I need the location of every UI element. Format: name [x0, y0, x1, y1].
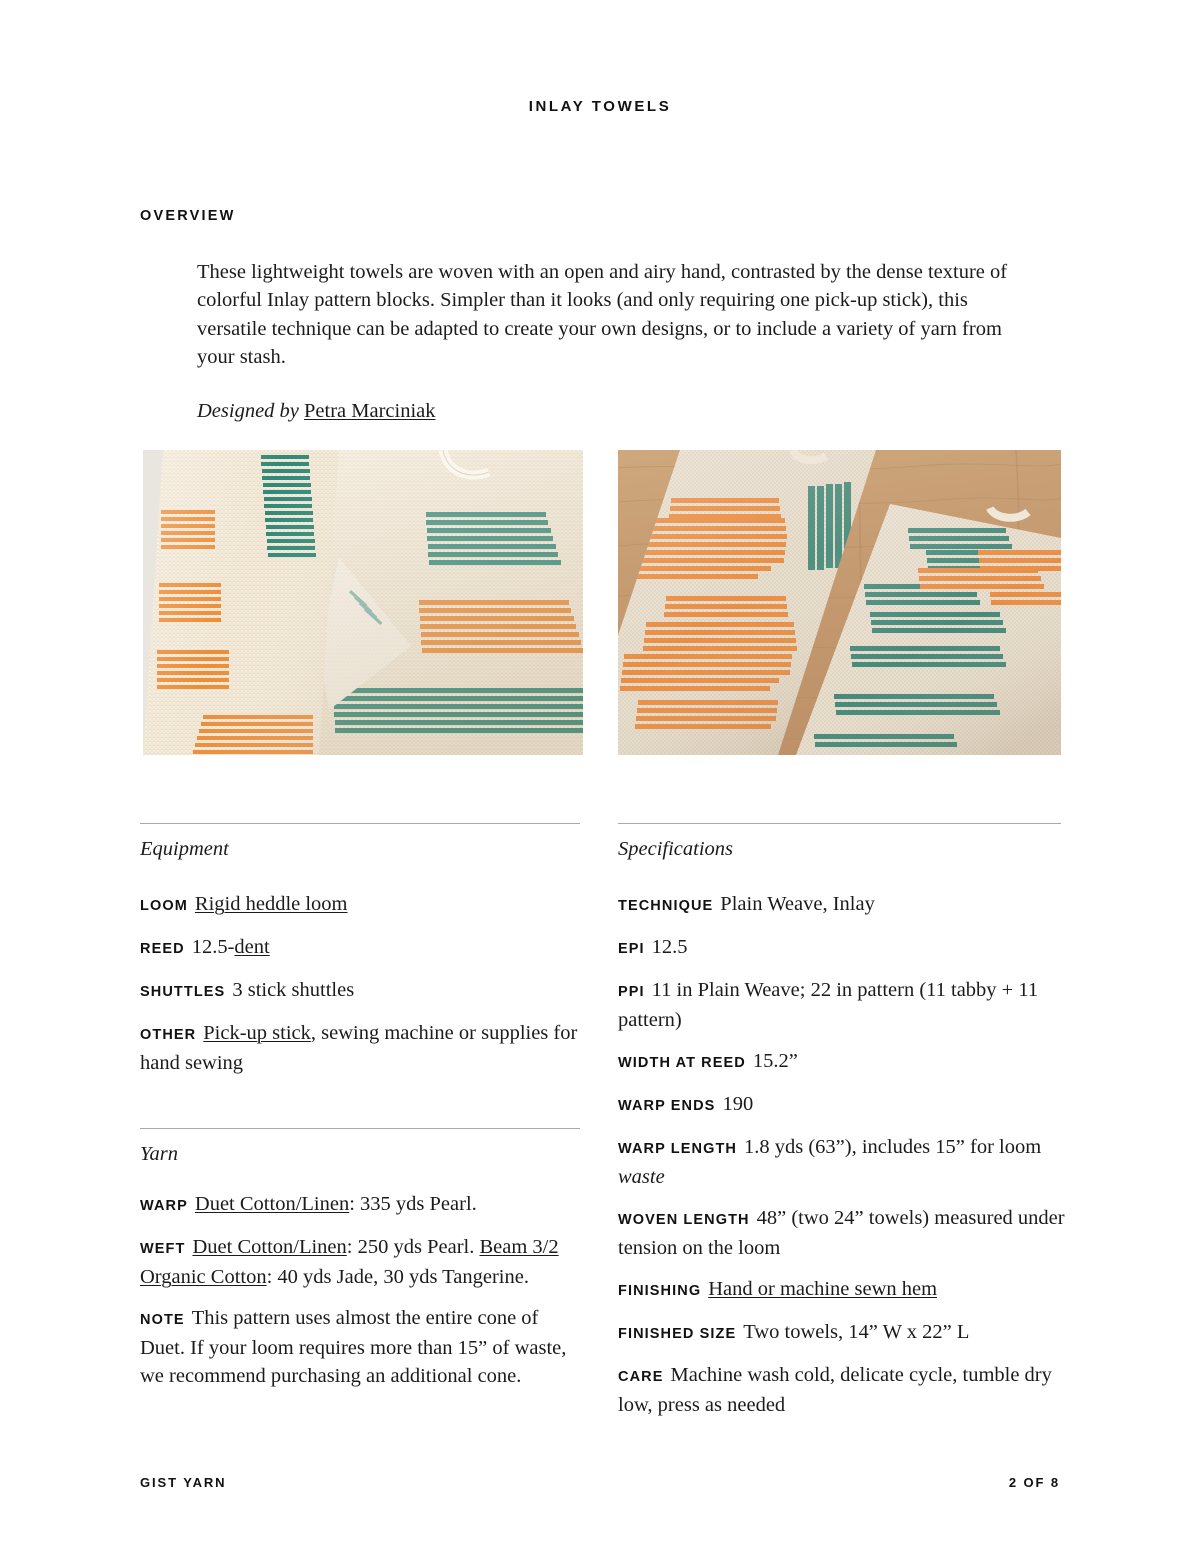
equipment-list	[140, 890, 580, 1077]
list-item	[618, 933, 1066, 963]
spec-key: FINISHING	[618, 1283, 702, 1299]
list-item	[618, 890, 1066, 920]
spec-value-link[interactable]: Duet Cotton/Linen	[192, 1236, 347, 1258]
spec-value-link-secondary[interactable]: Beam 3/2 Organic Cotton	[140, 1236, 559, 1288]
column-title-equipment: Equipment	[140, 838, 229, 860]
specifications-list	[618, 890, 1066, 1419]
list-item	[618, 1361, 1066, 1419]
spec-key: NOTE	[140, 1312, 185, 1328]
page-title: INLAY TOWELS	[528, 98, 672, 115]
footer-brand: GIST YARN	[140, 1475, 227, 1490]
spec-key: WOVEN LENGTH	[618, 1212, 750, 1228]
list-item	[618, 1133, 1066, 1191]
towel-left-back	[313, 450, 583, 755]
spec-key: LOOM	[140, 898, 188, 914]
spec-value: 15.2”	[752, 1050, 798, 1072]
spec-key: WEFT	[140, 1241, 186, 1257]
designer-credit	[197, 398, 1009, 424]
spec-value: Duet Cotton/Linen: 250 yds Pearl. Beam 3/2 Organic Cotton: 40 yds Jade, 30 yds Tangerine.	[140, 1236, 559, 1288]
column-title-specifications: Specifications	[618, 838, 734, 860]
list-item	[140, 933, 580, 963]
spec-key: WARP	[140, 1198, 188, 1214]
spec-value: Plain Weave, Inlay	[720, 893, 875, 915]
spec-key: SHUTTLES	[140, 984, 226, 1000]
spec-value: 11 in Plain Weave; 22 in pattern (11 tabby + 11 pattern)	[618, 979, 1039, 1031]
column-title-yarn: Yarn	[140, 1143, 178, 1165]
spec-value: 3 stick shuttles	[232, 979, 355, 1001]
photo-towels-hanging	[143, 450, 583, 755]
list-item	[618, 1047, 1066, 1077]
list-item	[618, 1318, 1066, 1348]
photo-left-svg	[143, 450, 583, 755]
spec-key: OTHER	[140, 1027, 197, 1043]
spec-value: 12.5-dent	[191, 936, 270, 958]
divider-yarn	[140, 1128, 580, 1129]
list-item	[140, 1304, 580, 1390]
list-item	[140, 1233, 580, 1291]
yarn-list	[140, 1190, 580, 1390]
spec-value: This pattern uses almost the entire cone of Duet. If your loom requires more than 15” of waste, we recommend purchasing an additional cone.	[140, 1307, 567, 1387]
list-item	[618, 1090, 1066, 1120]
section-heading-overview: OVERVIEW	[140, 208, 236, 224]
list-item	[618, 1275, 1066, 1305]
spec-value: 190	[722, 1093, 754, 1115]
spec-key: WIDTH AT REED	[618, 1055, 746, 1071]
list-item	[140, 1190, 580, 1220]
spec-value: Pick-up stick, sewing machine or supplies for hand sewing	[140, 1022, 578, 1074]
spec-value-link[interactable]: dent	[234, 936, 270, 958]
spec-key: WARP LENGTH	[618, 1141, 737, 1157]
list-item	[618, 1204, 1066, 1262]
list-item	[140, 976, 580, 1006]
spec-value: 1.8 yds (63”), includes 15” for loom	[743, 1136, 1042, 1158]
spec-value: 12.5	[651, 936, 688, 958]
photo-towels-flat	[618, 450, 1061, 755]
spec-value: Duet Cotton/Linen: 335 yds Pearl.	[194, 1193, 477, 1215]
spec-key: FINISHED SIZE	[618, 1326, 737, 1342]
list-item	[140, 1019, 580, 1077]
designer-link[interactable]: Petra Marciniak	[304, 400, 436, 423]
spec-value: Machine wash cold, delicate cycle, tumble dry low, press as needed	[618, 1364, 1052, 1416]
spec-key: REED	[140, 941, 185, 957]
footer-page-number: 2 OF 8	[1008, 1475, 1060, 1490]
spec-key: EPI	[618, 941, 645, 957]
spec-key: WARP ENDS	[618, 1098, 716, 1114]
spec-value: Two towels, 14” W x 22” L	[743, 1321, 970, 1343]
list-item	[140, 890, 580, 920]
spec-value-italic: waste	[618, 1166, 665, 1188]
divider-equipment	[140, 823, 580, 824]
spec-key: CARE	[618, 1369, 664, 1385]
spec-value-link[interactable]: Hand or machine sewn hem	[708, 1278, 938, 1300]
list-item	[618, 976, 1066, 1034]
spec-value: 48” (two 24” towels) measured under tension on the loom	[618, 1207, 1065, 1259]
overview-paragraph: These lightweight towels are woven with an open and airy hand, contrasted by the dense texture of colorful Inlay pattern blocks. Simpler than it looks (and only requiring one pick-up stick), this versatile technique can be adapted to create your own designs, or to include a variety of yarn from your stash.	[197, 261, 1008, 368]
designed-by-label: Designed by	[197, 400, 299, 423]
spec-key: TECHNIQUE	[618, 898, 714, 914]
spec-value-link[interactable]: Pick-up stick	[203, 1022, 311, 1044]
spec-key: PPI	[618, 984, 645, 1000]
photo-right-svg	[618, 450, 1061, 755]
divider-specifications	[618, 823, 1061, 824]
spec-value-link[interactable]: Rigid heddle loom	[194, 893, 348, 915]
spec-value-link[interactable]: Duet Cotton/Linen	[194, 1193, 350, 1215]
overview-block	[197, 258, 1009, 424]
